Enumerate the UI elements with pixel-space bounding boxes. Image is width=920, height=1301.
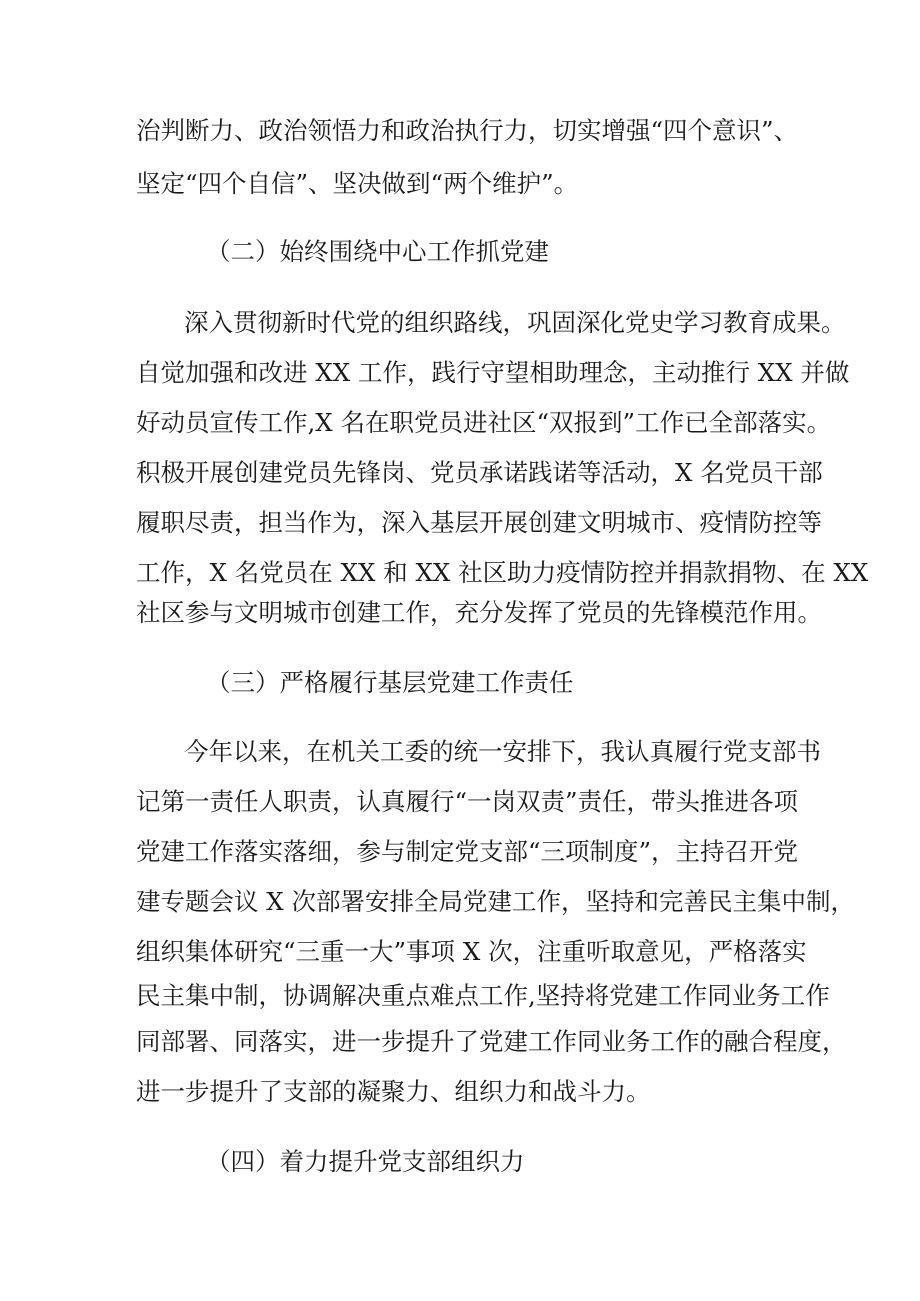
paragraph-line: 社区参与文明城市创建工作，充分发挥了党员的先锋模范作用。 <box>136 598 822 627</box>
paragraph-line: 民主集中制，协调解决重点难点工作,坚持将党建工作同业务工作 <box>136 981 830 1010</box>
paragraph-line: 组织集体研究“三重一大”事项 X 次，注重听取意见，严格落实 <box>136 937 807 966</box>
paragraph-line: 深入贯彻新时代党的组织路线，巩固深化党史学习教育成果。 <box>184 308 846 337</box>
paragraph-line: 党建工作落实落细，参与制定党支部“三项制度”，主持召开党 <box>136 837 799 866</box>
paragraph-line: 进一步提升了支部的凝聚力、组织力和战斗力。 <box>136 1077 651 1106</box>
paragraph-line: 治判断力、政治领悟力和政治执行力，切实增强“四个意识”、 <box>136 116 799 145</box>
section-heading-4: （四）着力提升党支部组织力 <box>206 1147 525 1176</box>
paragraph-line: 今年以来，在机关工委的统一安排下，我认真履行党支部书 <box>184 737 821 766</box>
paragraph-line: 好动员宣传工作,X 名在职党员进社区“双报到”工作已全部落实。 <box>136 408 832 437</box>
paragraph-line: 工作，X 名党员在 XX 和 XX 社区助力疫情防控并捐款捐物、在 XX <box>136 558 869 587</box>
paragraph-line: 自觉加强和改进 XX 工作，践行守望相助理念，主动推行 XX 并做 <box>136 358 850 387</box>
paragraph-line: 履职尽责，担当作为，深入基层开展创建文明城市、疫情防控等 <box>136 508 822 537</box>
paragraph-line: 建专题会议 X 次部署安排全局党建工作，坚持和完善民主集中制， <box>136 887 856 916</box>
paragraph-line: 坚定“四个自信”、坚决做到“两个维护”。 <box>136 169 579 198</box>
section-heading-3: （三）严格履行基层党建工作责任 <box>206 668 574 697</box>
section-heading-2: （二）始终围绕中心工作抓党建 <box>206 237 549 266</box>
paragraph-line: 记第一责任人职责，认真履行“一岗双责”责任，带头推进各项 <box>136 787 799 816</box>
paragraph-line: 积极开展创建党员先锋岗、党员承诺践诺等活动，X 名党员干部 <box>136 458 823 487</box>
paragraph-line: 同部署、同落实，进一步提升了党建工作同业务工作的融合程度， <box>136 1027 847 1056</box>
